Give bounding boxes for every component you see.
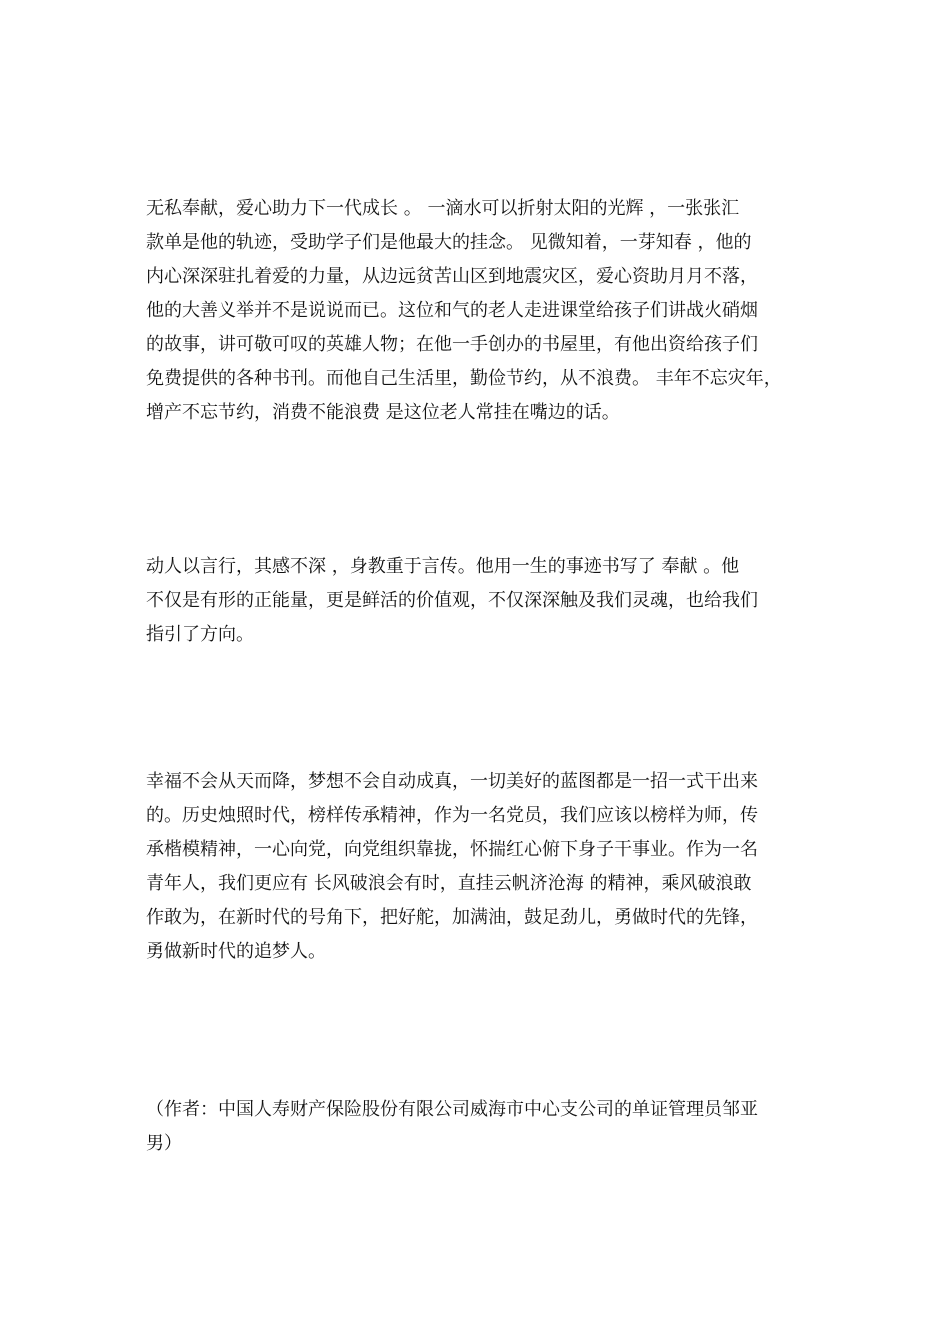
text-line: 免费提供的各种书刊。而他自己生活里，勤俭节约，从不浪费。 丰年不忘灾年， — [146, 368, 782, 389]
text-line: 承楷模精神，一心向党，向党组织靠拢，怀揣红心俯下身子干事业。作为一名 — [146, 839, 758, 860]
text-line: 青年人，我们更应有 长风破浪会有时，直挂云帆济沧海 的精神，乘风破浪敢 — [146, 873, 752, 894]
author-note — [146, 1093, 826, 1161]
text-line: 勇做新时代的追梦人。 — [146, 941, 326, 962]
text-line: 幸福不会从天而降，梦想不会自动成真，一切美好的蓝图都是一招一式干出来 — [146, 771, 758, 792]
text-line: 作敢为，在新时代的号角下，把好舵，加满油，鼓足劲儿，勇做时代的先锋， — [146, 907, 758, 928]
text-line: 款单是他的轨迹，受助学子们是他最大的挂念。 见微知着，一芽知春 ，他的 — [146, 232, 752, 253]
text-line: 无私奉献，爱心助力下一代成长 。 一滴水可以折射太阳的光辉 ，一张张汇 — [146, 198, 740, 219]
text-line: 的。历史烛照时代，榜样传承精神，作为一名党员，我们应该以榜样为师，传 — [146, 805, 758, 826]
text-line: 的故事，讲可敬可叹的英雄人物；在他一手创办的书屋里，有他出资给孩子们 — [146, 334, 758, 355]
text-line: 动人以言行，其感不深 ，身教重于言传。他用一生的事迹书写了 奉献 。他 — [146, 556, 740, 577]
paragraph-dedication — [146, 192, 826, 430]
paragraph-example — [146, 550, 826, 652]
text-line: 男） — [146, 1133, 182, 1154]
text-line: 他的大善义举并不是说说而已。这位和气的老人走进课堂给孩子们讲战火硝烟 — [146, 300, 758, 321]
paragraph-happiness — [146, 765, 826, 969]
text-line: 不仅是有形的正能量，更是鲜活的价值观，不仅深深触及我们灵魂，也给我们 — [146, 590, 758, 611]
text-line: 指引了方向。 — [146, 624, 254, 645]
text-line: 内心深深驻扎着爱的力量，从边远贫苦山区到地震灾区，爱心资助月月不落， — [146, 266, 758, 287]
text-line: 增产不忘节约，消费不能浪费 是这位老人常挂在嘴边的话。 — [146, 402, 620, 423]
text-line: （作者：中国人寿财产保险股份有限公司威海市中心支公司的单证管理员邹亚 — [146, 1099, 758, 1120]
